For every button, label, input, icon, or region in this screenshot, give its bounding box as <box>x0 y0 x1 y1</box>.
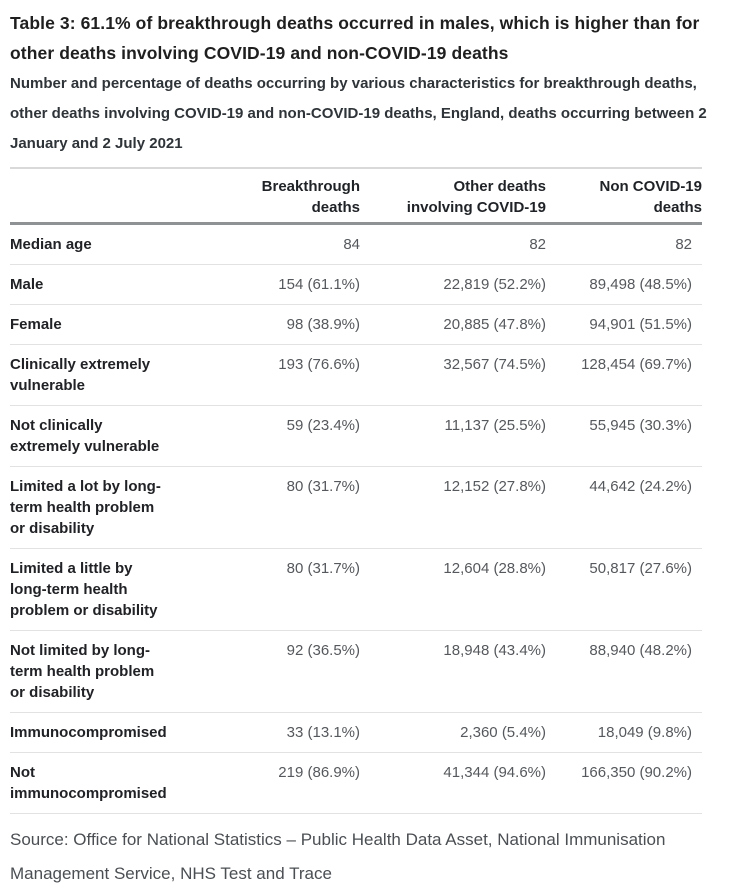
value-column-header: Breakthrough deaths <box>248 168 360 224</box>
row-value: 2,360 (5.4%) <box>360 713 546 753</box>
row-value: 55,945 (30.3%) <box>546 406 702 467</box>
row-value: 82 <box>360 224 546 265</box>
row-value: 18,049 (9.8%) <box>546 713 702 753</box>
row-value: 12,152 (27.8%) <box>360 467 546 549</box>
table-row <box>10 549 702 631</box>
table-row <box>10 406 702 467</box>
row-label: Median age <box>10 224 248 265</box>
row-value: 11,137 (25.5%) <box>360 406 546 467</box>
row-label: Limited a little by long-term health problem or disability <box>10 549 248 631</box>
table-row <box>10 345 702 406</box>
table-row <box>10 467 702 549</box>
table-body <box>10 224 702 814</box>
row-value: 193 (76.6%) <box>248 345 360 406</box>
value-column-header: Non COVID-19 deaths <box>546 168 702 224</box>
row-label: Not clinically extremely vulnerable <box>10 406 248 467</box>
row-label: Not immunocompromised <box>10 753 248 814</box>
row-value: 80 (31.7%) <box>248 467 360 549</box>
table-row <box>10 631 702 713</box>
row-value: 84 <box>248 224 360 265</box>
row-value: 89,498 (48.5%) <box>546 265 702 305</box>
row-value: 94,901 (51.5%) <box>546 305 702 345</box>
row-label: Male <box>10 265 248 305</box>
row-value: 166,350 (90.2%) <box>546 753 702 814</box>
row-value: 98 (38.9%) <box>248 305 360 345</box>
table-subtitle: Number and percentage of deaths occurring by various characteristics for breakthrough deaths, other deaths involving COVID-19 and non-COVID-19 deaths, England, deaths occurring between 2 January and 2 July 2021 <box>10 75 707 152</box>
row-label: Not limited by long-term health problem or disability <box>10 631 248 713</box>
row-value: 44,642 (24.2%) <box>546 467 702 549</box>
table-row <box>10 305 702 345</box>
row-value: 41,344 (94.6%) <box>360 753 546 814</box>
table-row <box>10 224 702 265</box>
row-value: 82 <box>546 224 702 265</box>
table-row <box>10 265 702 305</box>
row-label: Clinically extremely vulnerable <box>10 345 248 406</box>
row-value: 154 (61.1%) <box>248 265 360 305</box>
row-value: 88,940 (48.2%) <box>546 631 702 713</box>
row-value: 18,948 (43.4%) <box>360 631 546 713</box>
row-value: 32,567 (74.5%) <box>360 345 546 406</box>
row-value: 59 (23.4%) <box>248 406 360 467</box>
row-value: 92 (36.5%) <box>248 631 360 713</box>
row-label: Female <box>10 305 248 345</box>
source-note: Source: Office for National Statistics – Public Health Data Asset, National Immunisation Management Service, NHS Test and Trace <box>10 830 666 883</box>
row-value: 128,454 (69.7%) <box>546 345 702 406</box>
table-row <box>10 713 702 753</box>
row-label: Limited a lot by long-term health problem or disability <box>10 467 248 549</box>
value-column-header: Other deaths involving COVID-19 <box>360 168 546 224</box>
row-value: 12,604 (28.8%) <box>360 549 546 631</box>
row-value: 50,817 (27.6%) <box>546 549 702 631</box>
row-value: 22,819 (52.2%) <box>360 265 546 305</box>
row-label: Immunocompromised <box>10 713 248 753</box>
row-value: 20,885 (47.8%) <box>360 305 546 345</box>
row-value: 219 (86.9%) <box>248 753 360 814</box>
table-row <box>10 753 702 814</box>
row-value: 33 (13.1%) <box>248 713 360 753</box>
table-title: Table 3: 61.1% of breakthrough deaths occurred in males, which is higher than for other deaths involving COVID-19 and non-COVID-19 deaths <box>10 13 700 63</box>
row-value: 80 (31.7%) <box>248 549 360 631</box>
statistics-table <box>10 167 702 814</box>
table-header-row <box>10 168 702 224</box>
characteristic-column-header <box>10 168 248 224</box>
